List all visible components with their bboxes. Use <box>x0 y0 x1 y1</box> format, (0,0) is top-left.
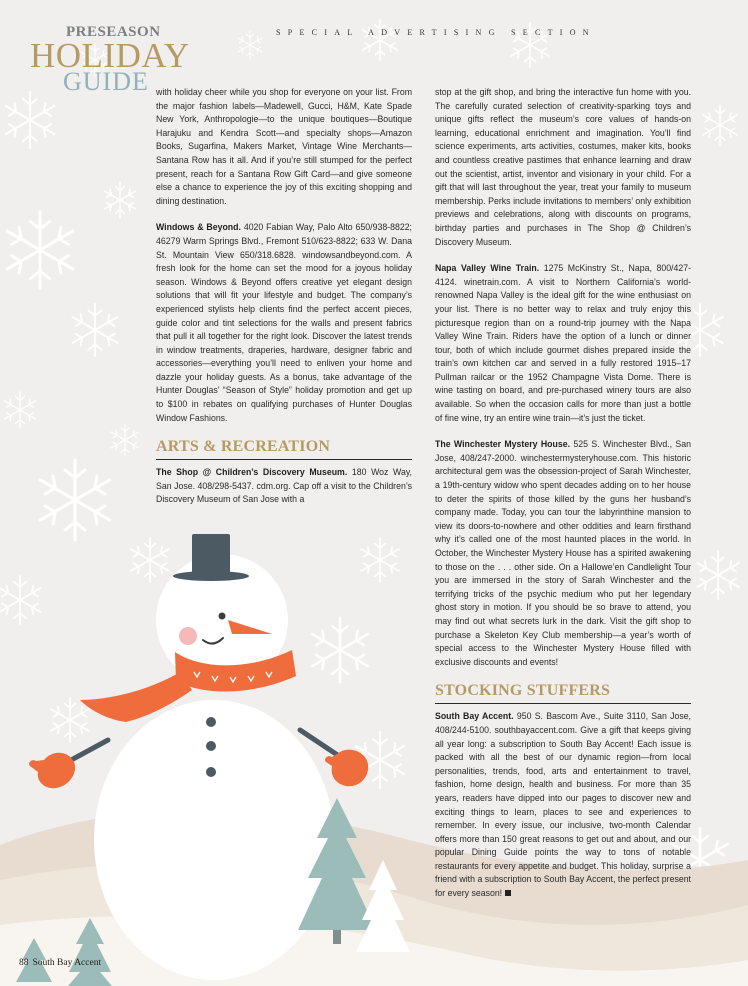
childrens-museum-paragraph <box>156 466 412 507</box>
childrens-museum-text: 180 Woz Way, San Jose. 408/298-5437. cdm.org. Cap off a visit to the Children’s Discovery Museum of San Jose with a <box>156 467 412 505</box>
napa-wine-train-paragraph <box>435 262 691 425</box>
winchester-name: The Winchester Mystery House. <box>435 439 571 450</box>
stocking-stuffers-heading: STOCKING STUFFERS <box>435 682 691 704</box>
publication-name: South Bay Accent <box>32 958 102 968</box>
windows-beyond-text: 4020 Fabian Way, Palo Alto 650/938-8822; 46279 Warm Springs Blvd., Fremont 510/623-8822; 633 W. Dana St. Mountain View 650/318.6828. windowsandbeyond.com. A fresh look for the home can set the mood for a joyous holiday season. Windows & Beyond offers creative yet elegant design solutions that will fit your lifestyle and budget. The company’s experienced stylists help clients find the perfect accent pieces, guide color and tint selections for the walls and present fabrics that pull it all together for the right look. Discover the latest trends in window treatments, draperies, hardware, designer fabric and accessories—everything you’ll need to enliven your home and dazzle your holiday guests. As a bonus, take advantage of the Hunter Douglas’ “Season of Style” holiday promotion and get up to $100 in rebates on qualifying purchases of Hunter Douglas Window Fashions. <box>156 222 412 423</box>
arts-recreation-heading: ARTS & RECREATION <box>156 438 412 460</box>
winchester-text: 525 S. Winchester Blvd., San Jose, 408/247-2000. winchestermysteryhouse.com. This historic architectural gem was the obsession-project of Sarah Winchester, a 19th-century widow who spent decades adding on to her house to deter the spirits of those killed by the guns her husband’s company made. Today, you can tour the labyrinthine mansion to view its doors-to-nowhere and other oddities and learn firsthand why it’s called one of the most haunted places in the world. In October, the Winchester Mystery House has a spirited awakening to those on the . . . other side. On a Hallowe’en Candlelight Tour you are immersed in the story of Sarah Winchester and the terrifying tricks of the psychic medium who put her legendary ghost story in motion. If you should be so brave to attend, you may find out what secrets lurk in the dark. Visit the gift shop to purchase a Skeleton Key Club membership—a year’s worth of special access to the Winchester Mystery House filled with exclusive discounts and events! <box>435 439 691 667</box>
left-column <box>156 86 412 520</box>
south-bay-accent-text: 950 S. Bascom Ave., Suite 3110, San Jose, 408/244-5100. southbayaccent.com. Give a gift that keeps giving all year long: a subscription to South Bay Accent! Each issue is packed with all the best of our dynamic region—from local personalities, trends, food, arts and entertainment to travel, fashion, home design, health and business. For more than 35 years, readers have dipped into our pages to discover new and exciting things to learn, places to see and experiences to remember. In every issue, our inclusive, two-month Calendar offers more than 150 great reasons to get out and about, and our popular Dining Guide points the way to tons of notable restaurants for every appetite and budget. This holiday, surprise a friend with a subscription to South Bay Accent, the perfect present for every season! <box>435 711 691 899</box>
santana-row-text: with holiday cheer while you shop for everyone on your list. From the major fashion labels—Madewell, Gucci, H&M, Kate Spade New York, Anthropologie—to the unique boutiques—Boutique Harajuku and Kendra Scott—and specialty shops—Amazon Books, Sugarfina, Makers Market, Vintage Wine Merchants—Santana Row has it all. And if you’re still stumped for the perfect present, reach for a Santana Row Gift Card—and give someone else a chance to experience the joy of this exciting shopping and dining destination. <box>156 87 412 206</box>
end-mark-icon <box>505 890 511 896</box>
santana-row-paragraph <box>156 86 412 208</box>
page-footer <box>19 958 105 968</box>
windows-beyond-name: Windows & Beyond. <box>156 222 241 233</box>
masthead <box>30 24 190 96</box>
windows-beyond-paragraph <box>156 221 412 425</box>
south-bay-accent-name: South Bay Accent. <box>435 711 514 722</box>
page-number: 88 <box>19 958 29 968</box>
right-column <box>435 86 691 914</box>
childrens-museum-continued-text: stop at the gift shop, and bring the interactive fun home with you. The carefully curated selection of creativity-sparking toys and unique gifts reflect the museum’s core values of hands-on learning, educational enrichment and imagination. You’ll find science experiments, arts activities, costumes, maker kits, books and countless creative pastimes that enhance learning and draw out the scientist, artist, inventor and visionary in your child. For a gift that will last throughout the year, treat your family to museum membership. Perks include invitations to members’ only exhibition previews and celebrations, along with discounts on programs, birthday parties and purchases in The Shop @ Children’s Discovery Museum. <box>435 87 691 247</box>
masthead-guide: GUIDE <box>63 67 149 96</box>
napa-wine-train-text: 1275 McKinstry St., Napa, 800/427-4124. winetrain.com. A visit to Northern California’s world-renowned Napa Valley is the ideal gift for the wine enthusiast on your list. There is no better way to relax and truly enjoy this picturesque region than on a round-trip journey with the Napa Valley Wine Train. Riders have the option of a lunch or dinner tour, both of which include gourmet dishes prepared inside the train’s own kitchen car and served in a fully restored 1915–17 Pullman railcar or the 1952 Champagne Vista Dome. There is wine tasting on board, and pre-purchased winery tours are also available. So when the occasion calls for more than just a bottle of fine wine, try an entire wine train—it’s just the ticket. <box>435 263 692 423</box>
masthead-preseason: PRESEASON <box>66 24 161 40</box>
masthead-holiday: HOLIDAY <box>30 36 190 75</box>
section-banner: SPECIAL ADVERTISING SECTION <box>276 28 596 37</box>
south-bay-accent-paragraph <box>435 710 691 900</box>
napa-wine-train-name: Napa Valley Wine Train. <box>435 263 540 274</box>
childrens-museum-name: The Shop @ Children’s Discovery Museum. <box>156 467 348 478</box>
childrens-museum-continued <box>435 86 691 249</box>
winchester-paragraph <box>435 438 691 669</box>
